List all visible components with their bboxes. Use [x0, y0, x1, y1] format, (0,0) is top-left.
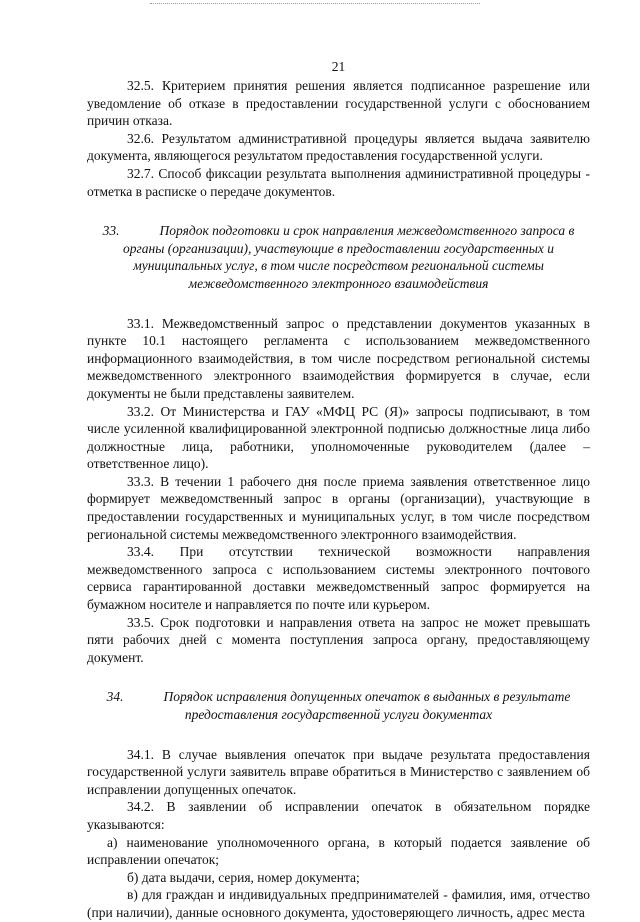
section-34-heading [87, 688, 590, 723]
paragraph-34-1: 34.1. В случае выявления опечаток при выдаче результата предоставления государственной услуги заявитель вправе обратиться в Министерство с заявлением об исправлении допущенных опечаток. [87, 746, 590, 797]
section-33-heading [87, 222, 590, 292]
document-page [87, 58, 590, 922]
section-33-title: Порядок подготовки и срок направления межведомственного запроса в органы (организации), участвующие в предоставлении государственных и муниципальных услуг, в том числе посредством региональной системы межведомственного электронного взаимодействия [122, 223, 575, 291]
section-34-number: 34. [106, 689, 124, 705]
paragraph-33-2: 33.2. От Министерства и ГАУ «МФЦ РС (Я)» запросы подписывают, в том числе усиленной квалифицированной электронной подписью должностные лица либо должностные лица, работники, уполномоченные руководителем (далее – ответственное лицо). [87, 403, 590, 472]
paragraph-33-1: 33.1. Межведомственный запрос о представлении документов указанных в пункте 10.1 настоящего регламента с использованием межведомственного информационного взаимодействия, в том числе посредством региональной системы межведомственного электронного взаимодействия формируется в случае, если документы не были представлены заявителем. [87, 315, 590, 401]
paragraph-32-6: 32.6. Результатом административной процедуры является выдача заявителю документа, являющегося результатом предоставления государственной услуги. [87, 130, 590, 164]
paragraph-33-4: 33.4. При отсутствии технической возможности направления межведомственного запроса с использованием системы электронного почтового сервиса гарантированной доставки межведомственный запрос формируется на бумажном носителе и направляется по почте или курьером. [87, 544, 590, 613]
paragraph-34-2-a: а) наименование уполномоченного органа, в который подается заявление об исправлении опечаток; [87, 834, 590, 868]
paragraph-34-2: 34.2. В заявлении об исправлении опечаток в обязательном порядке указываются: [87, 799, 590, 832]
section-33-number: 33. [102, 223, 120, 239]
paragraph-32-5: 32.5. Критерием принятия решения является подписанное разрешение или уведомление об отказе в предоставлении государственной услуги с обоснованием причин отказа. [87, 78, 590, 129]
paragraph-34-2-b: б) дата выдачи, серия, номер документа; [127, 869, 360, 885]
paragraph-32-7: 32.7. Способ фиксации результата выполнения административной процедуры - отметка в расписке о передаче документов. [87, 165, 590, 199]
paragraph-34-2-c: в) для граждан и индивидуальных предпринимателей - фамилия, имя, отчество (при наличии), данные основного документа, удостоверяющего личность, адрес места [87, 887, 590, 920]
scan-edge-line [150, 3, 480, 4]
paragraph-33-3: 33.3. В течении 1 рабочего дня после приема заявления ответственное лицо формирует межведомственный запрос в органы (организации), участвующие в предоставлении государственных и муниципальных услуг, в том числе посредством региональной системы межведомственного электронного взаимодействия. [87, 473, 590, 542]
section-34-title: Порядок исправления допущенных опечаток в выданных в результате предоставления государственной услуги документах [163, 689, 571, 722]
paragraph-33-5: 33.5. Срок подготовки и направления ответа на запрос не может превышать пяти рабочих дней с момента поступления запроса органу, предоставляющему документ. [87, 614, 590, 665]
page-number: 21 [331, 59, 346, 74]
